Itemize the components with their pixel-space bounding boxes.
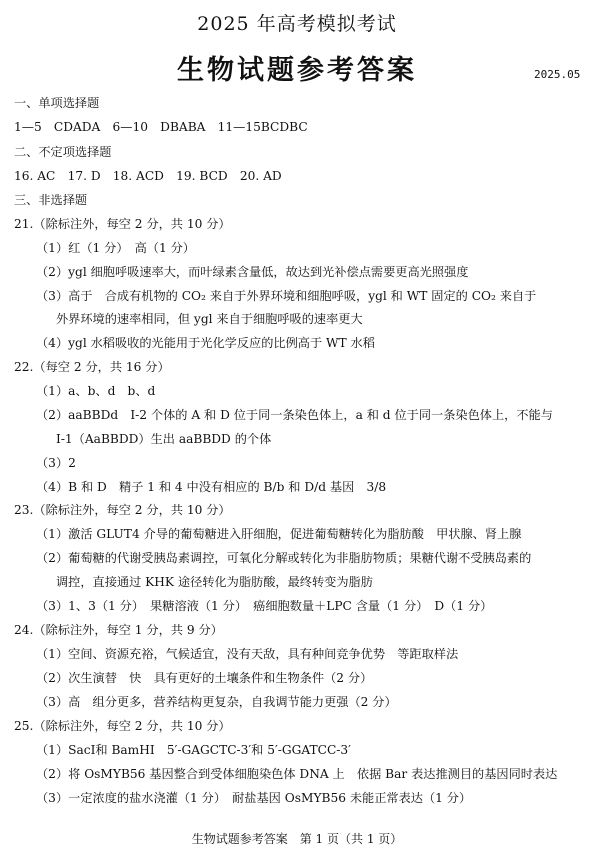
answer-line: （3）2 xyxy=(36,456,76,470)
answer-line: （1）激活 GLUT4 介导的葡萄糖进入肝细胞，促进葡萄糖转化为脂肪酸 甲状腺、肾上腺 xyxy=(36,527,522,541)
answer-line: （4）ygl 水稻吸收的光能用于光化学反应的比例高于 WT 水稻 xyxy=(36,336,375,350)
answer-line: （2）aaBBDd Ⅰ-2 个体的 A 和 D 位于同一条染色体上，a 和 d 位于同一条染色体上，不能与 xyxy=(36,408,553,422)
question-21-heading: 21.（除标注外，每空 2 分，共 10 分） xyxy=(14,217,231,231)
answer-line: 调控，直接通过 KHK 途径转化为脂肪酸，最终转变为脂肪 xyxy=(56,575,373,589)
answer-line: （3）高于 合成有机物的 CO₂ 来自于外界环境和细胞呼吸，ygl 和 WT 固定的 CO₂ 来自于 xyxy=(36,289,537,303)
answer-line: （1）空间、资源充裕，气候适宜，没有天敌，具有种间竞争优势 等距取样法 xyxy=(36,647,459,661)
answer-key-title: 生物试题参考答案 xyxy=(177,55,417,86)
answer-line: （2）将 OsMYB56 基因整合到受体细胞染色体 DNA 上 依据 Bar 表达推测目的基因同时表达 xyxy=(36,767,558,781)
question-22-heading: 22.（每空 2 分，共 16 分） xyxy=(14,360,170,374)
answer-line: （3）1、3（1 分） 果糖溶液（1 分） 癌细胞数量＋LPC 含量（1 分） D（1 分） xyxy=(36,599,493,613)
answer-line: （1）SacⅠ和 BamHⅠ 5′-GAGCTC-3′和 5′-GGATCC-3′ xyxy=(36,743,351,757)
exam-date: 2025.05 xyxy=(534,68,581,81)
answer-line: Ⅰ-1（AaBBDD）生出 aaBBDD 的个体 xyxy=(56,432,272,446)
question-23-heading: 23.（除标注外，每空 2 分，共 10 分） xyxy=(14,503,231,517)
page-footer: 生物试题参考答案 第 1 页（共 1 页） xyxy=(191,832,403,846)
answer-line: （3）一定浓度的盐水浇灌（1 分） 耐盐基因 OsMYB56 未能正常表达（1 分） xyxy=(36,791,472,805)
question-25-heading: 25.（除标注外，每空 2 分，共 10 分） xyxy=(14,719,231,733)
answer-line: （1）a、b、d b、d xyxy=(36,384,156,398)
answer-line: 外界环境的速率相同，但 ygl 来自于细胞呼吸的速率更大 xyxy=(56,312,363,326)
answer-line: （2）葡萄糖的代谢受胰岛素调控，可氧化分解或转化为非脂肪物质；果糖代谢不受胰岛素的 xyxy=(36,551,532,565)
answer-line: （2）次生演替 快 具有更好的土壤条件和生物条件（2 分） xyxy=(36,671,373,685)
answer-line-single-choice: 1—5 CDADA 6—10 DBABA 11—15BCDBC xyxy=(14,120,308,134)
section-heading-non-choice: 三、非选择题 xyxy=(14,193,88,207)
exam-title: 2025 年高考模拟考试 xyxy=(197,13,397,35)
answer-line: （1）红（1 分） 高（1 分） xyxy=(36,241,195,255)
answer-line: （4）B 和 D 精子 1 和 4 中没有相应的 B/b 和 D/d 基因 3/8 xyxy=(36,480,387,494)
section-heading-multi-choice: 二、不定项选择题 xyxy=(14,145,112,159)
answer-line-multi-choice: 16. AC 17. D 18. ACD 19. BCD 20. AD xyxy=(14,169,282,183)
answer-line: （3）高 组分更多，营养结构更复杂，自我调节能力更强（2 分） xyxy=(36,695,397,709)
question-24-heading: 24.（除标注外，每空 1 分，共 9 分） xyxy=(14,623,223,637)
section-heading-single-choice: 一、单项选择题 xyxy=(14,96,100,110)
answer-line: （2）ygl 细胞呼吸速率大，而叶绿素含量低，故达到光补偿点需要更高光照强度 xyxy=(36,265,469,279)
